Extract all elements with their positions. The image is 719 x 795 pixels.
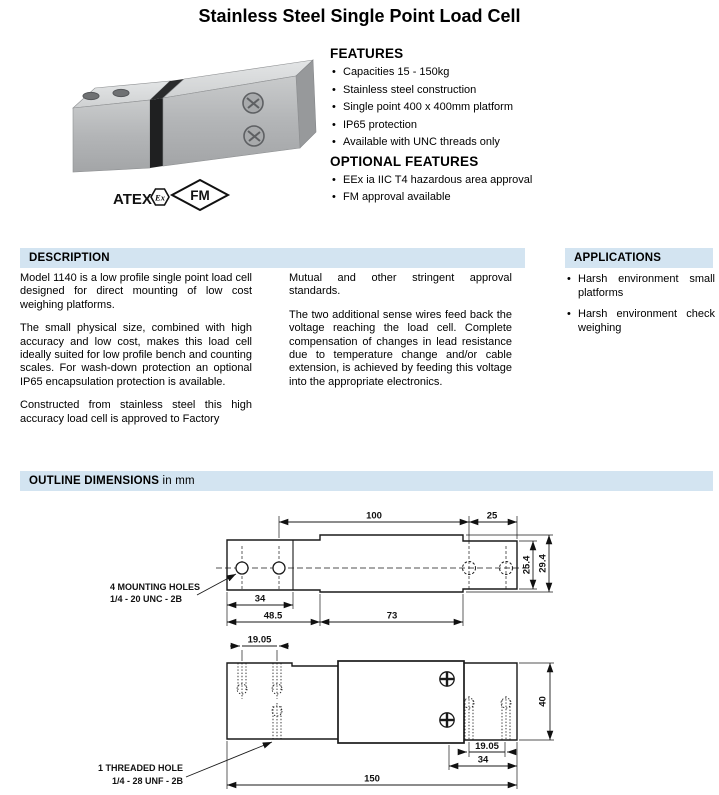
- fm-logo: [172, 180, 228, 210]
- atex-logo: [113, 189, 169, 208]
- hidden-thread: [272, 663, 282, 699]
- mounting-holes-note-line1: 4 MOUNTING HOLES: [110, 582, 201, 592]
- product-photo: [55, 52, 320, 220]
- features-list: [330, 64, 713, 152]
- threaded-hole-note-line2: 1/4 - 28 UNF - 2B: [111, 776, 183, 786]
- description-header-bar: [20, 248, 525, 268]
- feature-item: • Capacities 15 - 150kg: [330, 64, 713, 82]
- outline-dimensions-unit: in mm: [159, 475, 195, 487]
- plan-view: [98, 635, 554, 790]
- dim-29-4: 29.4: [537, 554, 549, 573]
- mounting-holes-note-line2: 1/4 - 20 UNC - 2B: [110, 594, 183, 604]
- dim-25-4: 25.4: [521, 555, 533, 575]
- applications-header-bar: [565, 248, 713, 268]
- threaded-hole-note-line1: 1 THREADED HOLE: [97, 763, 183, 773]
- fm-label: FM: [190, 188, 210, 203]
- description-paragraph: Constructed from stainless steel this high accuracy load cell is approved to Factory: [20, 399, 252, 425]
- outline-dimensions-header-bar: [20, 471, 713, 491]
- optional-feature-item: • FM approval available: [330, 189, 713, 207]
- mounting-hole-image: [83, 92, 99, 99]
- dim-73: 73: [386, 610, 398, 622]
- description-column-2: [289, 272, 512, 399]
- hidden-thread: [501, 696, 511, 740]
- leader-arrow: [186, 742, 272, 777]
- mounting-hole: [273, 562, 285, 574]
- application-item: • Harsh environment check weighing: [565, 308, 715, 335]
- dim-34-plan: 34: [477, 754, 489, 766]
- dim-25: 25: [486, 510, 498, 522]
- applications-heading: APPLICATIONS: [574, 252, 662, 264]
- hidden-thread: [464, 696, 474, 740]
- application-item: • Harsh environment small platforms: [565, 273, 715, 300]
- description-paragraph: Mutual and other stringent approval standards.: [289, 272, 512, 298]
- dim-100: 100: [366, 510, 382, 522]
- description-heading: DESCRIPTION: [29, 252, 110, 264]
- description-paragraph: The two additional sense wires feed back the voltage reaching the load cell. Complete compensation of changes in lead resistance due to temperature change and/or cable extension, is achieved by feeding this voltage into the appropriate electronics.: [289, 308, 512, 388]
- side-view: [110, 511, 553, 627]
- dim-40: 40: [537, 696, 549, 707]
- mounting-hole-image: [113, 89, 129, 96]
- threaded-hole: [272, 703, 282, 739]
- leader-arrow: [197, 574, 236, 595]
- mounting-hole: [236, 562, 248, 574]
- screw: [440, 672, 454, 686]
- hidden-thread: [237, 663, 247, 699]
- description-column-1: [20, 272, 252, 436]
- features-section: [330, 46, 713, 207]
- screw: [440, 713, 454, 727]
- atex-ex-label: Ex: [155, 192, 165, 203]
- description-paragraph: The small physical size, combined with high accuracy and low cost, makes this load cell ideally suited for low profile bench and counting scales. For wash-down protection an optional IP65 encapsulation protection is available.: [20, 322, 252, 388]
- feature-item: • Stainless steel construction: [330, 82, 713, 100]
- feature-item: • Single point 400 x 400mm platform: [330, 99, 713, 117]
- outline-dimensions-drawing: [0, 500, 719, 795]
- outline-dimensions-heading: OUTLINE DIMENSIONS: [29, 475, 160, 487]
- optional-features-list: [330, 172, 713, 207]
- features-heading: FEATURES: [330, 46, 404, 61]
- dim-48-5: 48.5: [263, 610, 283, 622]
- atex-label: ATEX: [113, 191, 152, 208]
- feature-item: • Available with UNC threads only: [330, 134, 713, 152]
- optional-features-heading: OPTIONAL FEATURES: [330, 153, 479, 169]
- dim-150: 150: [364, 773, 380, 785]
- dim-19-05-bottom: 19.05: [475, 741, 499, 752]
- page-title: Stainless Steel Single Point Load Cell: [198, 6, 521, 26]
- dim-34: 34: [254, 593, 266, 605]
- applications-list: [565, 273, 715, 343]
- dim-19-05-top: 19.05: [247, 634, 272, 646]
- feature-item: • IP65 protection: [330, 117, 713, 135]
- optional-feature-item: • EEx ia IIC T4 hazardous area approval: [330, 172, 713, 190]
- description-paragraph: Model 1140 is a low profile single point load cell designed for direct mounting of low cost weighing platforms.: [20, 272, 252, 311]
- load-cell-image: [73, 60, 316, 172]
